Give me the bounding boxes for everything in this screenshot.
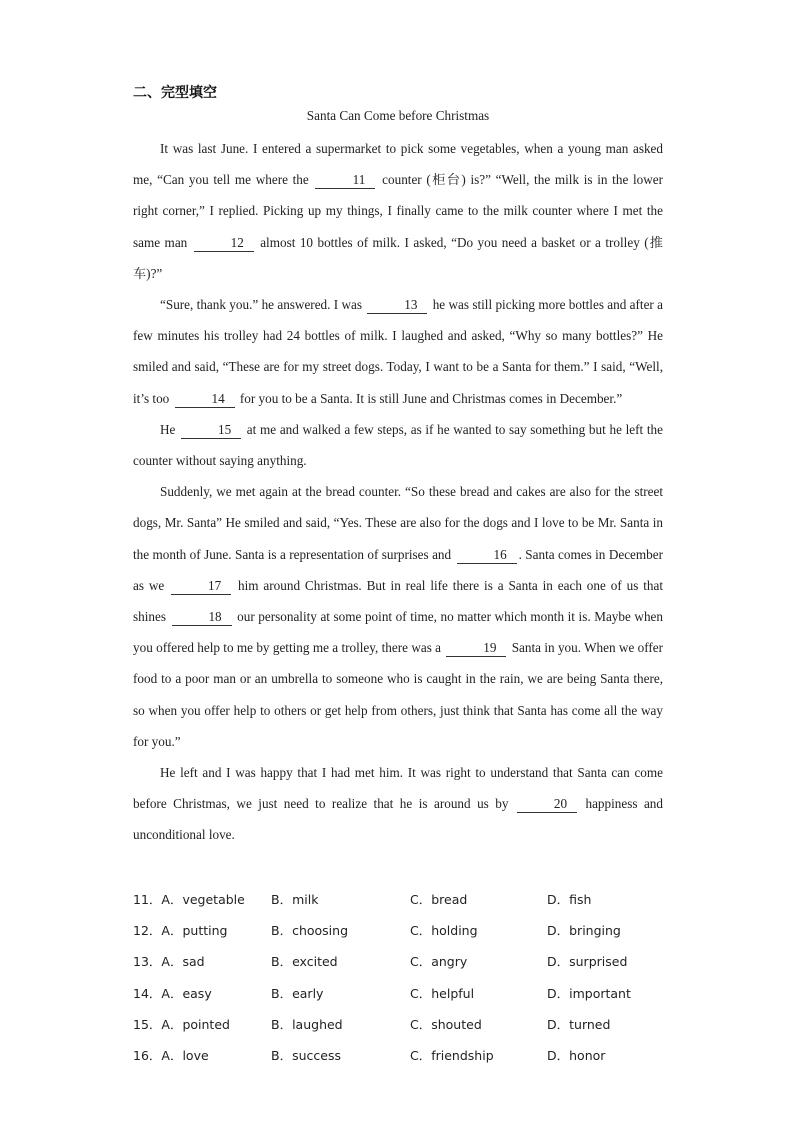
option-row bbox=[133, 1009, 663, 1040]
blank-20: 20 bbox=[517, 796, 577, 813]
section-title: 二、完型填空 bbox=[133, 85, 217, 101]
option-c: C．angry bbox=[410, 954, 468, 970]
option-c: C．helpful bbox=[410, 985, 475, 1001]
option-c: C．shouted bbox=[410, 1016, 482, 1032]
blank-15: 15 bbox=[181, 422, 241, 439]
passage bbox=[133, 133, 663, 851]
blank-19: 19 bbox=[446, 640, 506, 657]
option-b: B．choosing bbox=[271, 923, 349, 939]
paragraph-4: Suddenly, we met again at the bread counter. “So these bread and cakes are also for the street dogs, Mr. Santa” He smiled and said, “Yes. These are also for the dogs and I love to be Mr. Santa in the month of June. Santa is a representation of surprises and 16 . Santa comes in December as we 17 him around Christmas. But in real life there is a Santa in each one of us that shines 18 our personality at some point of time, no matter which month it is. Maybe when you offered help to me by getting me a trolley, there was a 19 Santa in you. When we offer food to a poor man or an umbrella to someone who is caught in the rain, we are being Santa there, so when you offer help to others or get help from others, just think that Santa has come all the way for you.” bbox=[133, 484, 664, 749]
blank-13: 13 bbox=[367, 297, 427, 314]
paragraph-5: He left and I was happy that I had met him. It was right to understand that Santa can come before Christmas, we just need to realize that he is around us by 20 happiness and unconditional love. bbox=[133, 765, 663, 843]
option-c: C．holding bbox=[410, 923, 478, 939]
blank-11: 11 bbox=[315, 172, 375, 189]
answer-options bbox=[133, 884, 663, 1071]
option-a: 11．A．vegetable bbox=[133, 892, 245, 907]
blank-16: 16 bbox=[457, 547, 517, 564]
option-row bbox=[133, 946, 663, 977]
option-d: D．important bbox=[547, 985, 631, 1001]
option-a: 16．A．love bbox=[133, 1047, 209, 1063]
option-c: C．friendship bbox=[410, 1047, 494, 1063]
option-d: D．fish bbox=[547, 892, 592, 907]
option-b: B．early bbox=[271, 985, 324, 1001]
blank-12: 12 bbox=[194, 235, 254, 252]
option-b: B．excited bbox=[271, 954, 338, 970]
option-a: 13．A．sad bbox=[133, 954, 205, 970]
paragraph-3: He 15 at me and walked a few steps, as if he wanted to say something but he left the counter without saying anything. bbox=[133, 421, 664, 469]
blank-18: 18 bbox=[172, 609, 232, 626]
option-a: 15．A．pointed bbox=[133, 1016, 230, 1032]
paragraph-2: “Sure, thank you.” he answered. I was 13 he was still picking more bottles and after a few minutes his trolley had 24 bottles of milk. I laughed and asked, “Why so many bottles?” He smiled and said, “These are for my street dogs. Today, I want to be a Santa for them.” I said, “Well, it’s too 14 for you to be a Santa. It is still June and Christmas comes in December.” bbox=[133, 297, 664, 406]
option-b: B．laughed bbox=[271, 1016, 343, 1032]
option-b: B．success bbox=[271, 1047, 341, 1063]
option-row bbox=[133, 1040, 663, 1071]
option-row bbox=[133, 884, 663, 915]
blank-14: 14 bbox=[175, 391, 235, 408]
blank-17: 17 bbox=[171, 578, 231, 595]
option-d: D．turned bbox=[547, 1016, 611, 1032]
option-d: D．bringing bbox=[547, 923, 621, 939]
option-a: 12．A．putting bbox=[133, 923, 228, 939]
passage-title: Santa Can Come before Christmas bbox=[306, 108, 490, 123]
option-d: D．honor bbox=[547, 1047, 606, 1063]
paragraph-1: It was last June. I entered a supermarket to pick some vegetables, when a young man asked me, “Can you tell me where the 11 counter (柜台) is?” “Well, the milk is in the lower right corner,” I replied. Picking up my things, I finally came to the milk counter where I met the same man 12 almost 10 bottles of milk. I asked, “Do you need a basket or a trolley (推车)?” bbox=[133, 141, 664, 281]
option-row bbox=[133, 915, 663, 946]
option-row bbox=[133, 978, 663, 1009]
option-d: D．surprised bbox=[547, 954, 628, 970]
option-b: B．milk bbox=[271, 892, 319, 907]
option-a: 14．A．easy bbox=[133, 985, 212, 1001]
option-c: C．bread bbox=[410, 892, 468, 907]
